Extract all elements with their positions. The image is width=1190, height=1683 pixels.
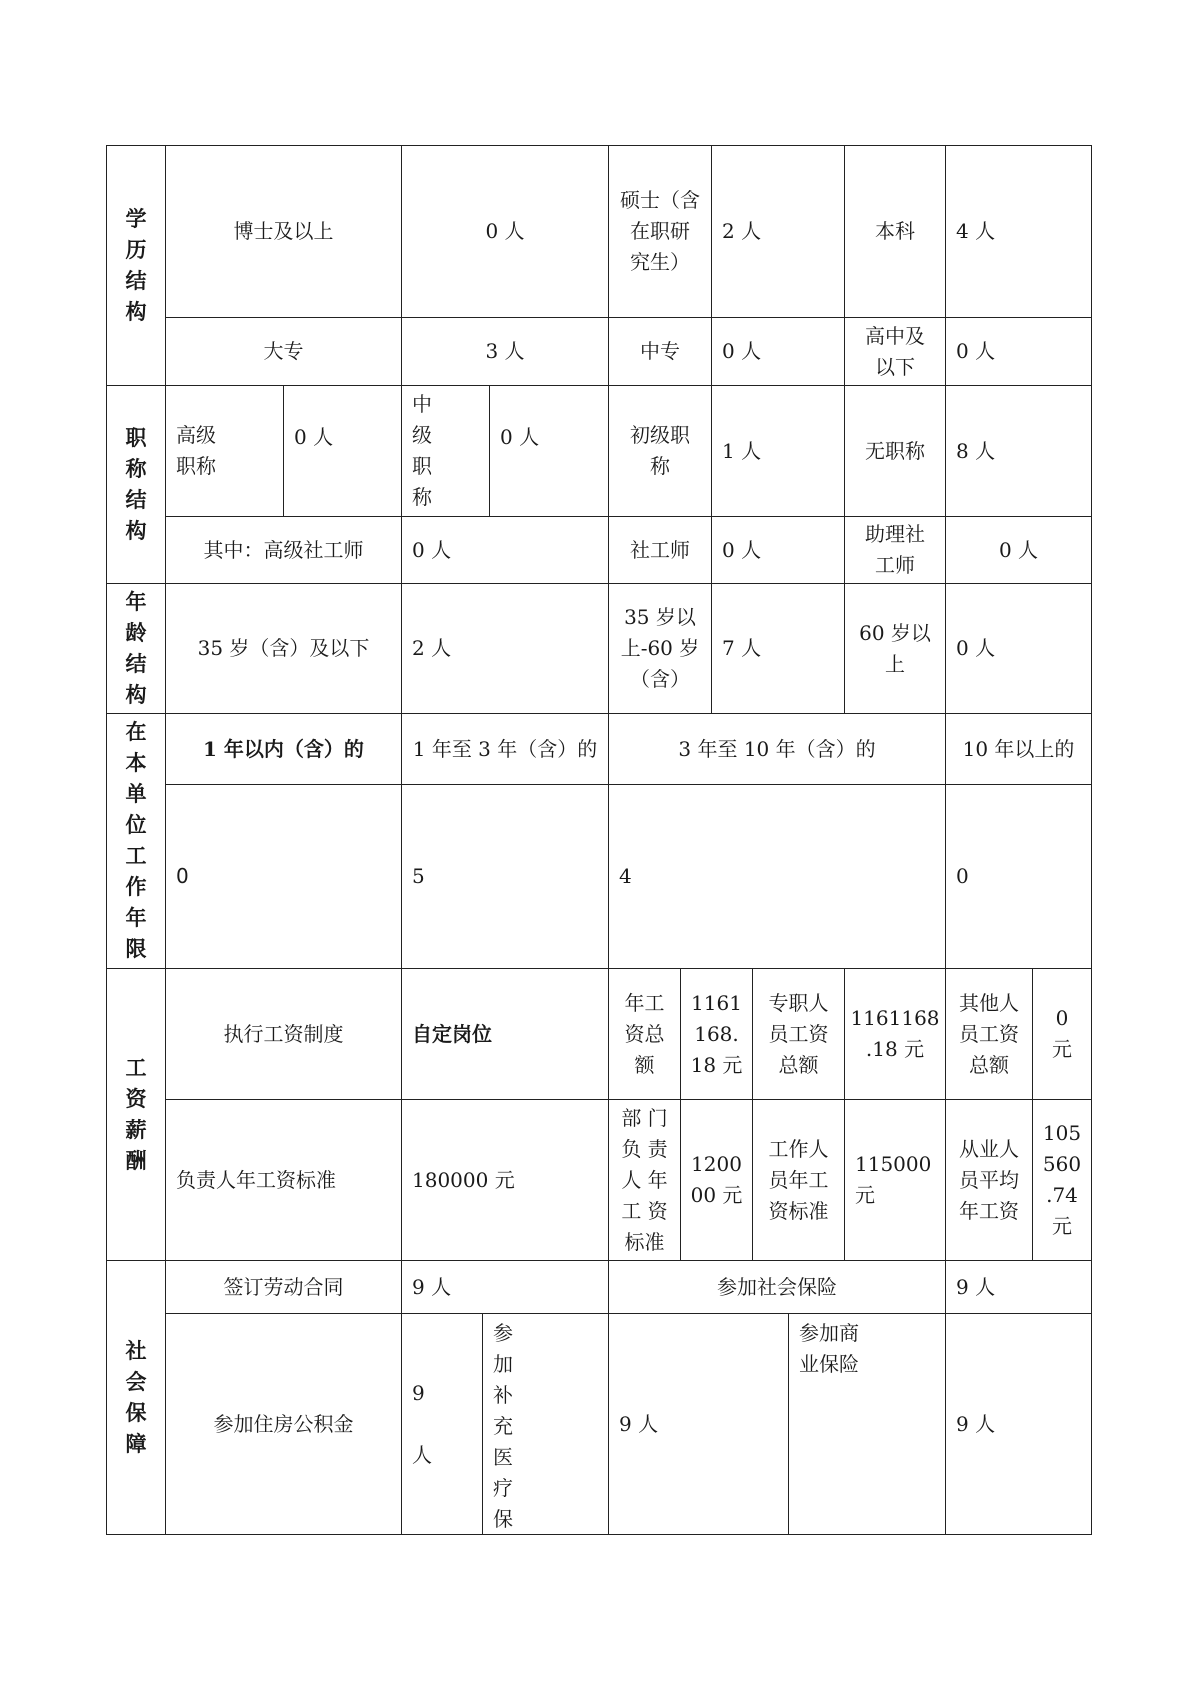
bachelor-label: 本科	[844, 145, 945, 317]
doctor-value: 0 人	[401, 145, 608, 317]
wage-system-value: 自定岗位	[401, 968, 608, 1099]
age-under35-label: 35 岁（含）及以下	[165, 583, 401, 713]
wage-system-label: 执行工资制度	[165, 968, 401, 1099]
staff-wage-standard-value: 115000 元	[844, 1099, 945, 1260]
tenure-value-4: 0	[945, 784, 1091, 968]
assistant-social-worker-value: 0 人	[945, 516, 1091, 583]
fulltime-wage-total-label: 专职人 员工资 总额	[752, 968, 844, 1099]
section-label-title: 职 称 结 构	[106, 385, 165, 583]
other-wage-total-label: 其他人 员工资 总额	[945, 968, 1032, 1099]
no-title-value: 8 人	[945, 385, 1091, 516]
head-wage-standard-value: 180000 元	[401, 1099, 608, 1260]
section-label-tenure: 在 本 单 位 工 作 年 限	[106, 713, 165, 968]
annual-wage-total-value: 1161 168. 18 元	[680, 968, 752, 1099]
social-insurance-value: 9 人	[945, 1260, 1091, 1313]
commercial-insurance-label: 参加商 业保险	[788, 1313, 945, 1535]
age-35-60-label: 35 岁以 上-60 岁 （含）	[608, 583, 711, 713]
average-wage-value: 105 560 .74 元	[1032, 1099, 1091, 1260]
master-value: 2 人	[711, 145, 844, 317]
middle-title-label: 中 级 职 称	[401, 385, 489, 516]
social-insurance-label: 参加社会保险	[608, 1260, 945, 1313]
section-label-age: 年 龄 结 构	[106, 583, 165, 713]
other-wage-total-value: 0 元	[1032, 968, 1091, 1099]
junior-title-value: 1 人	[711, 385, 844, 516]
commercial-insurance-value: 9 人	[945, 1313, 1091, 1535]
doctor-label: 博士及以上	[165, 145, 401, 317]
assistant-social-worker-label: 助理社 工师	[844, 516, 945, 583]
fulltime-wage-total-value: 1161168 .18 元	[844, 968, 945, 1099]
tenure-header-4: 10 年以上的	[945, 713, 1091, 784]
age-over60-value: 0 人	[945, 583, 1091, 713]
senior-title-label: 高级 职称	[165, 385, 283, 516]
table-border-right	[1091, 145, 1092, 1535]
technical-value: 0 人	[711, 317, 844, 385]
highschool-value: 0 人	[945, 317, 1091, 385]
senior-social-worker-value: 0 人	[401, 516, 608, 583]
age-under35-value: 2 人	[401, 583, 608, 713]
average-wage-label: 从业人 员平均 年工资	[945, 1099, 1032, 1260]
supplementary-medical-label: 参 加 补 充 医 疗 保	[482, 1313, 608, 1535]
no-title-label: 无职称	[844, 385, 945, 516]
social-worker-label: 社工师	[608, 516, 711, 583]
middle-title-value: 0 人	[489, 385, 608, 516]
housing-fund-label: 参加住房公积金	[165, 1313, 401, 1535]
technical-label: 中专	[608, 317, 711, 385]
staff-wage-standard-label: 工作人 员年工 资标准	[752, 1099, 844, 1260]
housing-fund-value: 9 人	[401, 1313, 482, 1535]
college-value: 3 人	[401, 317, 608, 385]
social-worker-value: 0 人	[711, 516, 844, 583]
section-label-salary: 工 资 薪 酬	[106, 968, 165, 1260]
section-label-education: 学 历 结 构	[106, 145, 165, 385]
age-over60-label: 60 岁以 上	[844, 583, 945, 713]
tenure-value-3: 4	[608, 784, 945, 968]
annual-wage-total-label: 年工 资总 额	[608, 968, 680, 1099]
tenure-header-2: 1 年至 3 年（含）的	[401, 713, 608, 784]
senior-title-value: 0 人	[283, 385, 401, 516]
age-35-60-value: 7 人	[711, 583, 844, 713]
tenure-header-3: 3 年至 10 年（含）的	[608, 713, 945, 784]
bachelor-value: 4 人	[945, 145, 1091, 317]
dept-head-wage-standard-value: 1200 00 元	[680, 1099, 752, 1260]
supplementary-medical-value: 9 人	[608, 1313, 788, 1535]
highschool-label: 高中及 以下	[844, 317, 945, 385]
master-label: 硕士（含 在职研 究生）	[608, 145, 711, 317]
labor-contract-value: 9 人	[401, 1260, 608, 1313]
head-wage-standard-label: 负责人年工资标准	[165, 1099, 401, 1260]
section-label-social: 社 会 保 障	[106, 1260, 165, 1535]
junior-title-label: 初级职 称	[608, 385, 711, 516]
tenure-value-2: 5	[401, 784, 608, 968]
college-label: 大专	[165, 317, 401, 385]
dept-head-wage-standard-label: 部 门 负 责 人 年 工 资 标准	[608, 1099, 680, 1260]
tenure-value-1: 0	[165, 784, 401, 968]
labor-contract-label: 签订劳动合同	[165, 1260, 401, 1313]
tenure-header-1: 1 年以内（含）的	[165, 713, 401, 784]
senior-social-worker-label: 其中：高级社工师	[165, 516, 401, 583]
